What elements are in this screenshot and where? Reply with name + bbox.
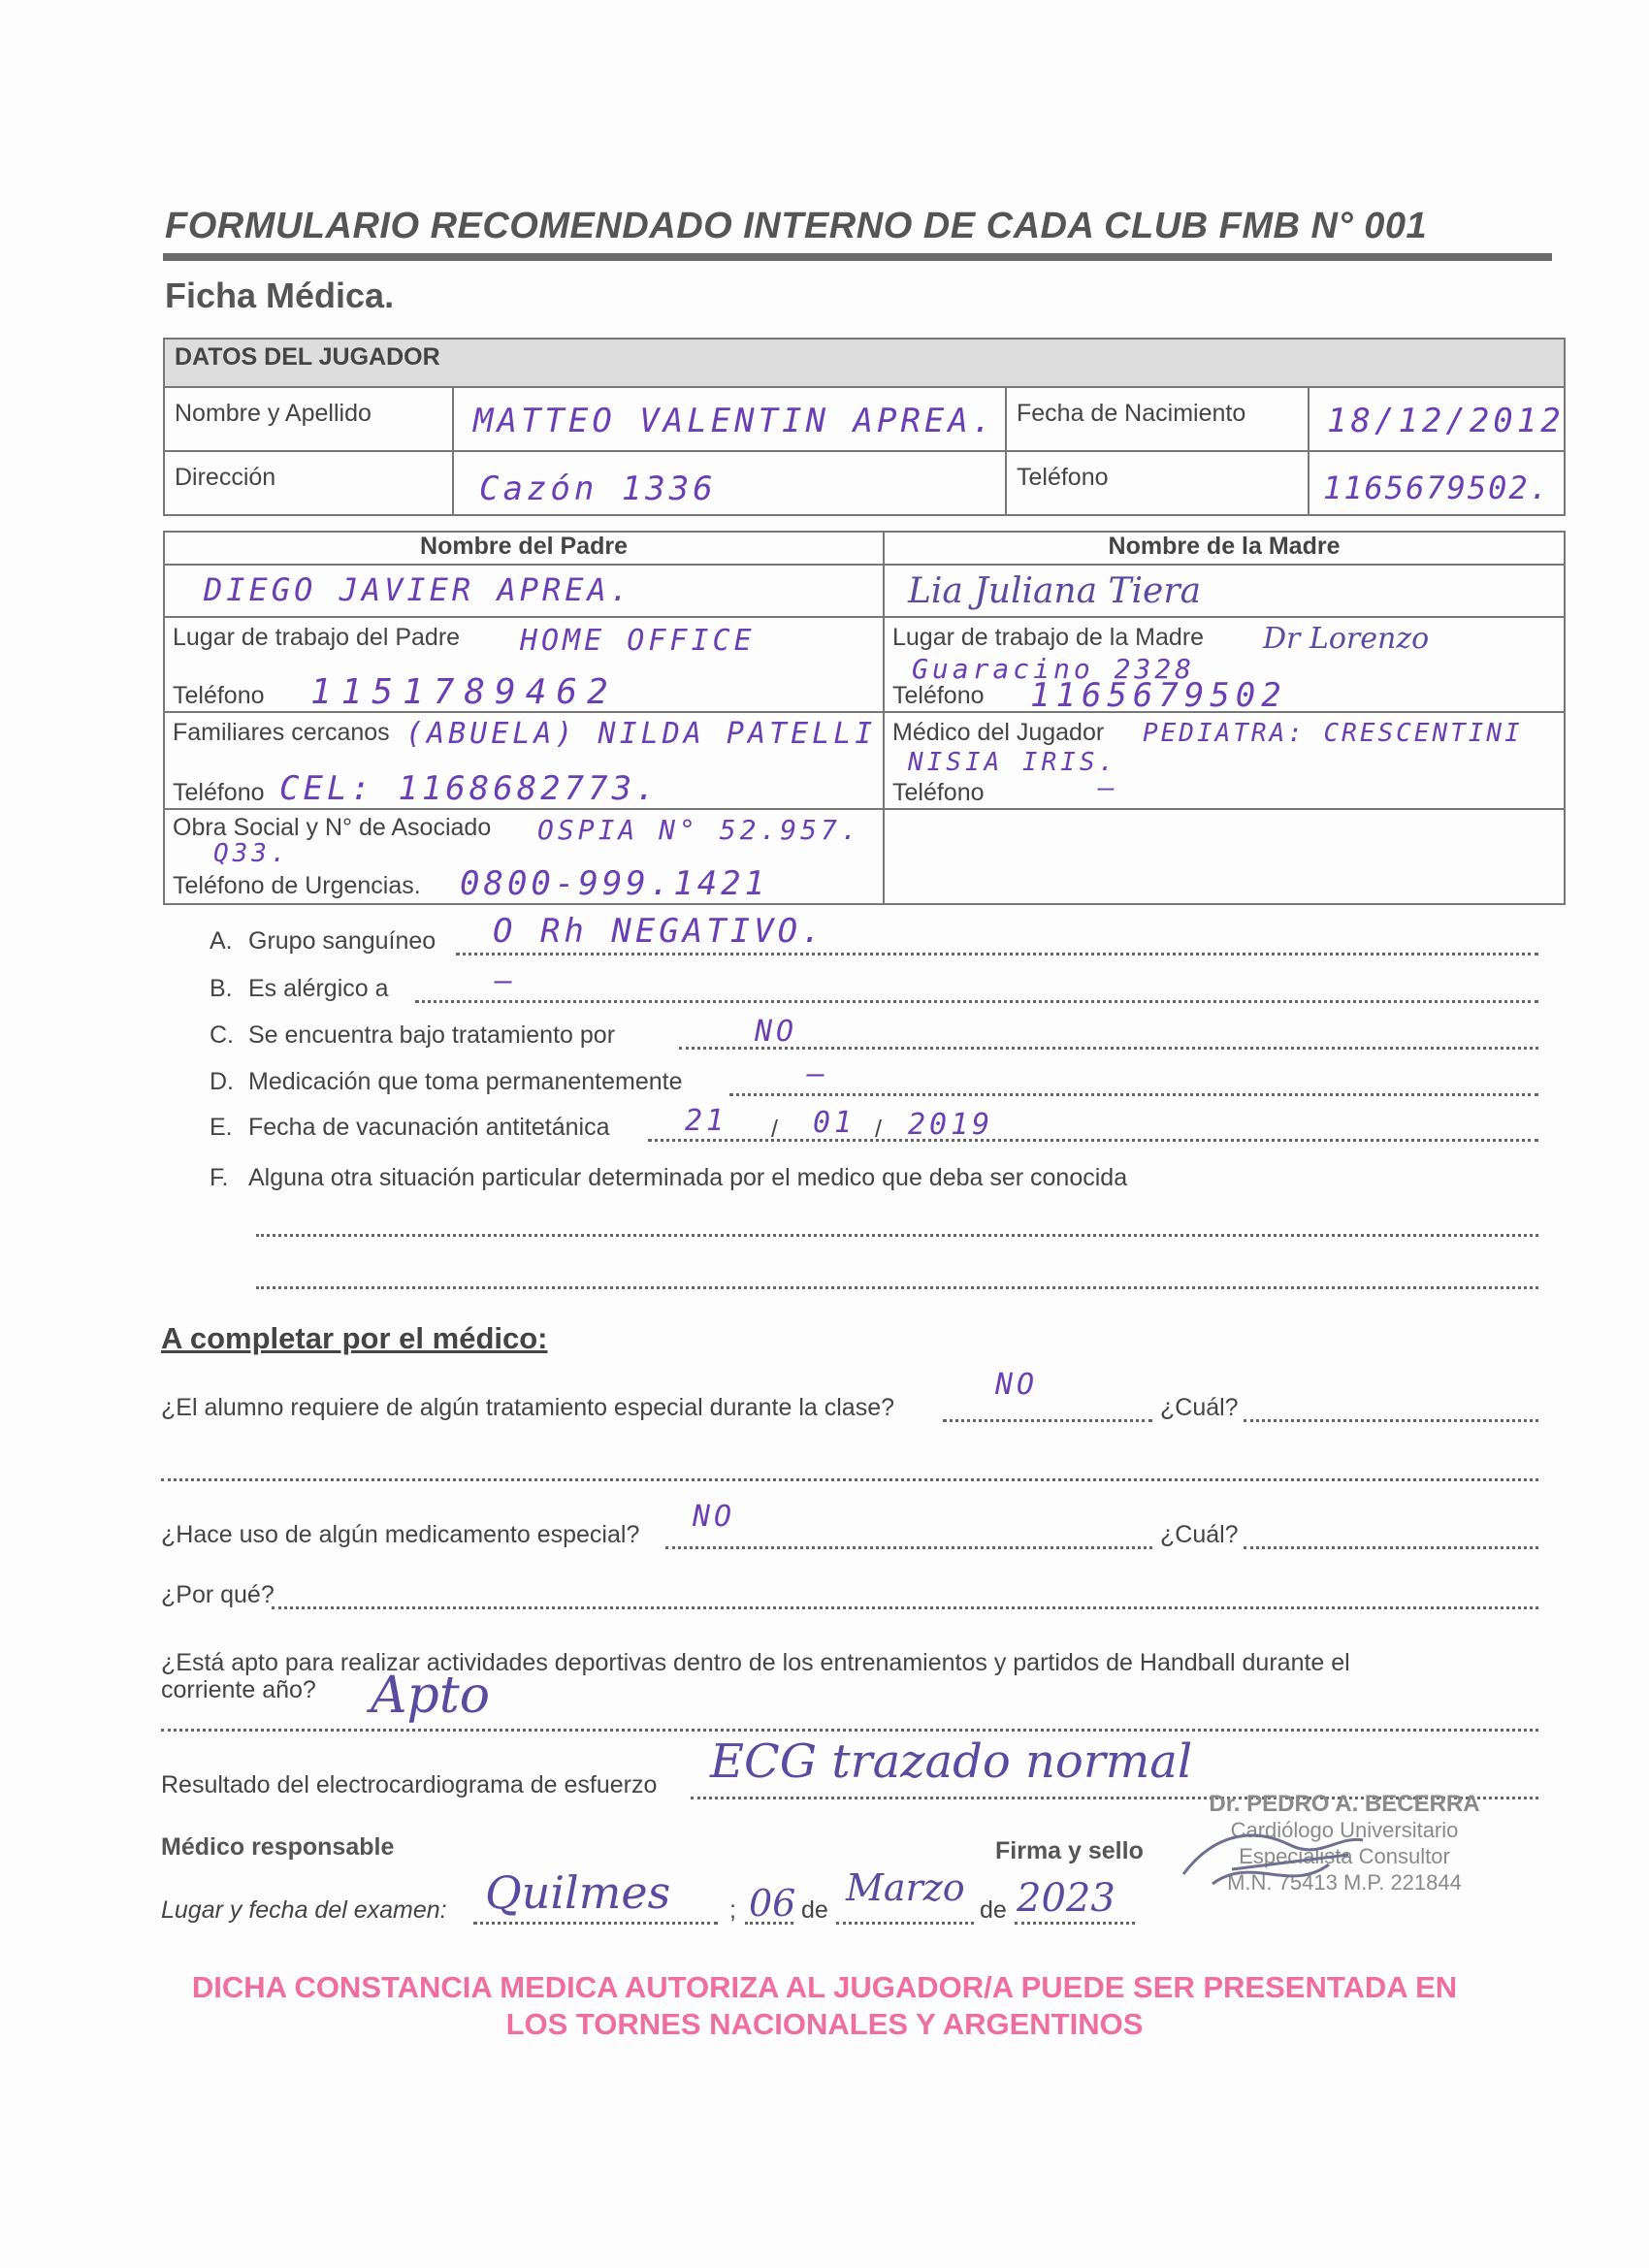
address-label: Dirección bbox=[164, 451, 453, 515]
dob-label: Fecha de Nacimiento bbox=[1006, 387, 1309, 451]
emergency-label: Teléfono de Urgencias. bbox=[173, 872, 421, 899]
exam-place-line bbox=[473, 1922, 718, 1925]
father-work-label: Lugar de trabajo del Padre bbox=[173, 624, 461, 651]
dob-field[interactable] bbox=[1309, 387, 1565, 451]
doctor-q1-line bbox=[943, 1419, 1152, 1422]
form-subtitle: Ficha Médica. bbox=[165, 275, 395, 315]
doctor-q1-label: ¿El alumno requiere de algún tratamiento especial durante la clase? bbox=[161, 1394, 895, 1421]
doctor-q1-extra-line bbox=[161, 1478, 1538, 1481]
insurance-value-2: Q33. bbox=[213, 839, 290, 868]
doctor-q3-label: ¿Está apto para realizar actividades deportivas dentro de los entrenamientos y partidos de Handball durante el bbox=[161, 1649, 1350, 1676]
doctor-q2-label: ¿Hace uso de algún medicamento especial? bbox=[161, 1521, 640, 1548]
medico-responsable-label: Médico responsable bbox=[161, 1833, 395, 1861]
insurance-label: Obra Social y N° de Asociado bbox=[173, 814, 492, 841]
question-f-line-2 bbox=[256, 1286, 1538, 1289]
exam-month: Marzo bbox=[846, 1866, 965, 1909]
father-name-value: DIEGO JAVIER APREA. bbox=[204, 571, 633, 608]
exam-place-label: Lugar y fecha del examen: bbox=[161, 1896, 447, 1924]
mother-work-value-2: Guaracino 2328 bbox=[912, 653, 1196, 685]
emergency-value: 0800-999.1421 bbox=[460, 864, 769, 903]
doctor-section-heading: A completar por el médico: bbox=[161, 1321, 548, 1355]
name-label: Nombre y Apellido bbox=[164, 387, 453, 451]
insurance-value: OSPIA N° 52.957. bbox=[537, 814, 861, 846]
address-field[interactable] bbox=[453, 451, 1006, 515]
doctor-q2-cual-line bbox=[1244, 1546, 1538, 1549]
doctor-q2-line bbox=[665, 1546, 1152, 1549]
question-b-answer: — bbox=[495, 964, 517, 998]
question-c-line bbox=[679, 1047, 1538, 1050]
mother-name-field[interactable] bbox=[884, 565, 1565, 617]
doctor-value-2: NISIA IRIS. bbox=[908, 748, 1118, 777]
section-title: DATOS DEL JUGADOR bbox=[164, 339, 1565, 387]
mother-phone-value: 1165679502 bbox=[1030, 676, 1287, 715]
mother-head: Nombre de la Madre bbox=[884, 532, 1565, 565]
question-e-slash-1: / bbox=[771, 1116, 778, 1143]
insurance-cell[interactable] bbox=[164, 809, 884, 904]
mother-name-value: Lia Juliana Tiera bbox=[908, 571, 1202, 611]
question-f-line-1 bbox=[256, 1234, 1538, 1237]
exam-month-line bbox=[836, 1922, 974, 1925]
empty-cell bbox=[884, 809, 1565, 904]
question-e-day: 21 bbox=[685, 1104, 728, 1138]
firma-sello-label: Firma y sello bbox=[995, 1837, 1144, 1864]
player-data-table bbox=[163, 338, 1566, 516]
relatives-cell[interactable] bbox=[164, 712, 884, 809]
name-field[interactable] bbox=[453, 387, 1006, 451]
doctor-q1-cual: ¿Cuál? bbox=[1160, 1394, 1239, 1421]
doctor-signature bbox=[1174, 1816, 1377, 1913]
question-d-answer: — bbox=[807, 1057, 829, 1091]
question-c-label: C. Se encuentra bajo tratamiento por bbox=[210, 1021, 616, 1049]
doctor-phone-label: Teléfono bbox=[892, 779, 985, 806]
doctor-q3-answer: Apto bbox=[371, 1667, 491, 1725]
question-e-year: 2019 bbox=[908, 1108, 994, 1142]
father-head: Nombre del Padre bbox=[164, 532, 884, 565]
question-e-line bbox=[648, 1139, 1538, 1142]
question-f-label: F. Alguna otra situación particular determinada por el medico que deba ser conocida bbox=[210, 1164, 1128, 1191]
relatives-value: (ABUELA) NILDA PATELLI bbox=[405, 717, 877, 751]
doctor-q1-answer: NO bbox=[995, 1368, 1039, 1402]
doctor-value: PEDIATRA: CRESCENTINI bbox=[1143, 719, 1523, 748]
stamp-line-1: Dr. PEDRO A. BECERRA bbox=[1209, 1791, 1480, 1817]
relatives-label: Familiares cercanos bbox=[173, 719, 390, 746]
stamp-line-3: Especialista Consultor bbox=[1239, 1844, 1450, 1868]
question-a-answer: O Rh NEGATIVO. bbox=[493, 912, 825, 951]
footer-line-2: LOS TORNES NACIONALES Y ARGENTINOS bbox=[505, 2007, 1144, 2041]
exam-year: 2023 bbox=[1017, 1876, 1116, 1921]
doctor-q2-cual: ¿Cuál? bbox=[1160, 1521, 1239, 1548]
question-e-month: 01 bbox=[813, 1106, 857, 1140]
question-a-line bbox=[456, 953, 1538, 956]
mother-work-value: Dr Lorenzo bbox=[1263, 622, 1430, 656]
question-d-line bbox=[729, 1093, 1538, 1096]
parents-table bbox=[163, 531, 1566, 905]
stamp-line-2: Cardiólogo Universitario bbox=[1230, 1818, 1459, 1842]
exam-place-value: Quilmes bbox=[485, 1866, 671, 1919]
mother-phone-label: Teléfono bbox=[892, 682, 985, 709]
relatives-phone-value: CEL: 1168682773. bbox=[279, 769, 660, 808]
phone-value: 1165679502. bbox=[1323, 470, 1550, 506]
mother-work-cell[interactable] bbox=[884, 617, 1565, 715]
dob-value: 18/12/2012 bbox=[1327, 402, 1565, 440]
question-e-label: E. Fecha de vacunación antitetánica bbox=[210, 1114, 610, 1141]
question-d-label: D. Medicación que toma permanentemente bbox=[210, 1068, 683, 1095]
father-work-cell[interactable] bbox=[164, 617, 884, 712]
question-c-answer: NO bbox=[755, 1015, 798, 1049]
doctor-q3-line bbox=[161, 1729, 1538, 1732]
father-phone-label: Teléfono bbox=[173, 682, 265, 709]
father-name-field[interactable] bbox=[164, 565, 884, 617]
exam-de-2: de bbox=[980, 1896, 1007, 1924]
semicolon: ; bbox=[729, 1896, 736, 1924]
question-b-label: B. Es alérgico a bbox=[210, 975, 389, 1002]
title-rule bbox=[163, 253, 1552, 261]
relatives-phone-label: Teléfono bbox=[173, 779, 265, 806]
doctor-cell[interactable] bbox=[884, 712, 1565, 809]
question-a-label: A. Grupo sanguíneo bbox=[210, 927, 436, 955]
footer-line-1: DICHA CONSTANCIA MEDICA AUTORIZA AL JUGADOR/A PUEDE SER PRESENTADA EN bbox=[191, 1970, 1458, 2004]
doctor-por-que-line bbox=[272, 1606, 1538, 1609]
doctor-por-que-label: ¿Por qué? bbox=[161, 1581, 275, 1608]
footer-notice bbox=[0, 1969, 1649, 2043]
father-phone-value: 1151789462 bbox=[310, 672, 618, 712]
doctor-q1-cual-line bbox=[1244, 1419, 1538, 1422]
doctor-label: Médico del Jugador bbox=[892, 719, 1105, 746]
question-b-line bbox=[415, 1000, 1538, 1003]
stamp-line-4: M.N. 75413 M.P. 221844 bbox=[1227, 1870, 1462, 1895]
phone-field[interactable] bbox=[1309, 451, 1565, 515]
mother-work-label: Lugar de trabajo de la Madre bbox=[892, 624, 1205, 651]
exam-year-line bbox=[1015, 1922, 1135, 1925]
ecg-label: Resultado del electrocardiograma de esfuerzo bbox=[161, 1771, 658, 1798]
name-value: MATTEO VALENTIN APREA. bbox=[473, 402, 996, 440]
form-title: FORMULARIO RECOMENDADO INTERNO DE CADA CLUB FMB N° 001 bbox=[165, 206, 1428, 246]
question-e-slash-2: / bbox=[875, 1116, 882, 1143]
doctor-q3-label-2: corriente año? bbox=[161, 1676, 316, 1703]
phone-label: Teléfono bbox=[1006, 451, 1309, 515]
doctor-q2-answer: NO bbox=[693, 1500, 736, 1534]
father-work-value: HOME OFFICE bbox=[520, 624, 756, 658]
address-value: Cazón 1336 bbox=[479, 470, 717, 508]
exam-day: 06 bbox=[749, 1882, 796, 1925]
doctor-phone-value: — bbox=[1098, 771, 1118, 803]
exam-de-1: de bbox=[801, 1896, 828, 1924]
ecg-answer: ECG trazado normal bbox=[710, 1734, 1193, 1789]
